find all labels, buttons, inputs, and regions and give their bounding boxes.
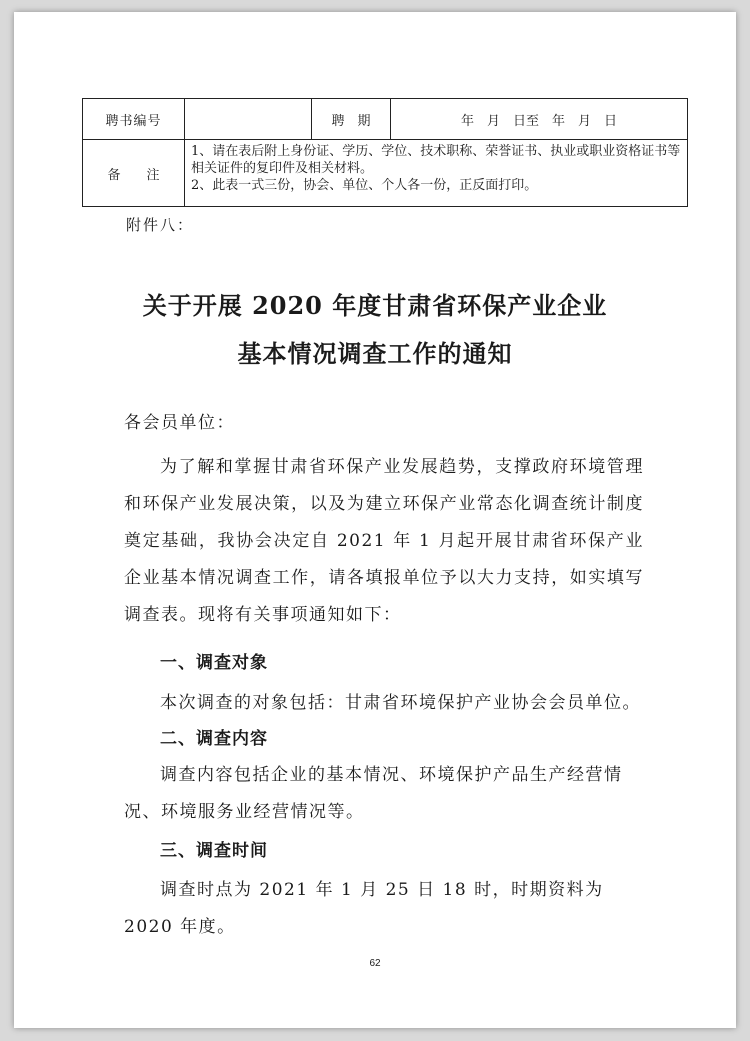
section-heading-target: 一、调查对象	[160, 653, 268, 673]
table-row	[83, 140, 688, 207]
term-value: 年 月 日至 年 月 日	[391, 99, 688, 140]
section-text-target: 本次调查的对象包括：甘肃省环境保护产业协会会员单位。	[160, 693, 641, 713]
section-heading-content: 二、调查内容	[160, 729, 268, 749]
table-row	[83, 99, 688, 140]
notice-title-line-1: 关于开展 2020 年度甘肃省环保产业企业	[142, 291, 608, 320]
cert-no-label: 聘书编号	[83, 99, 185, 140]
section-heading-time: 三、调查时间	[160, 841, 268, 861]
salutation: 各会员单位：	[124, 413, 235, 433]
remark-line-1: 1、请在表后附上身份证、学历、学位、技术职称、荣誉证书、执业或职业资格证书等相关证件的复印件及相关材料。	[191, 144, 681, 176]
section-text-time: 调查时点为 2021 年 1 月 25 日 18 时，时期资料为 2020 年度。	[124, 880, 604, 937]
remark-label: 备 注	[83, 140, 185, 207]
notice-title-line-2: 基本情况调查工作的通知	[237, 339, 513, 368]
cert-no-value	[185, 99, 312, 140]
term-label: 聘 期	[312, 99, 391, 140]
remark-line-2: 2、此表一式三份，协会、单位、个人各一份，正反面打印。	[191, 178, 538, 193]
attachment-label: 附件八：	[126, 216, 195, 234]
intro-paragraph: 为了解和掌握甘肃省环保产业发展趋势，支撑政府环境管理和环保产业发展决策，以及为建立环保产业常态化调查统计制度奠定基础，我协会决定自 2021 年 1 月起开展甘肃省环保产业企业基本情况调查工作，请各填报单位予以大力支持，如实填写调查表。现将有关事项通知如下：	[124, 457, 644, 625]
section-text-content: 调查内容包括企业的基本情况、环境保护产品生产经营情况、环境服务业经营情况等。	[124, 765, 623, 822]
page-number: 62	[369, 958, 381, 969]
remark-content	[185, 140, 688, 207]
document-page	[14, 12, 736, 1028]
appointment-info-table	[82, 98, 688, 207]
